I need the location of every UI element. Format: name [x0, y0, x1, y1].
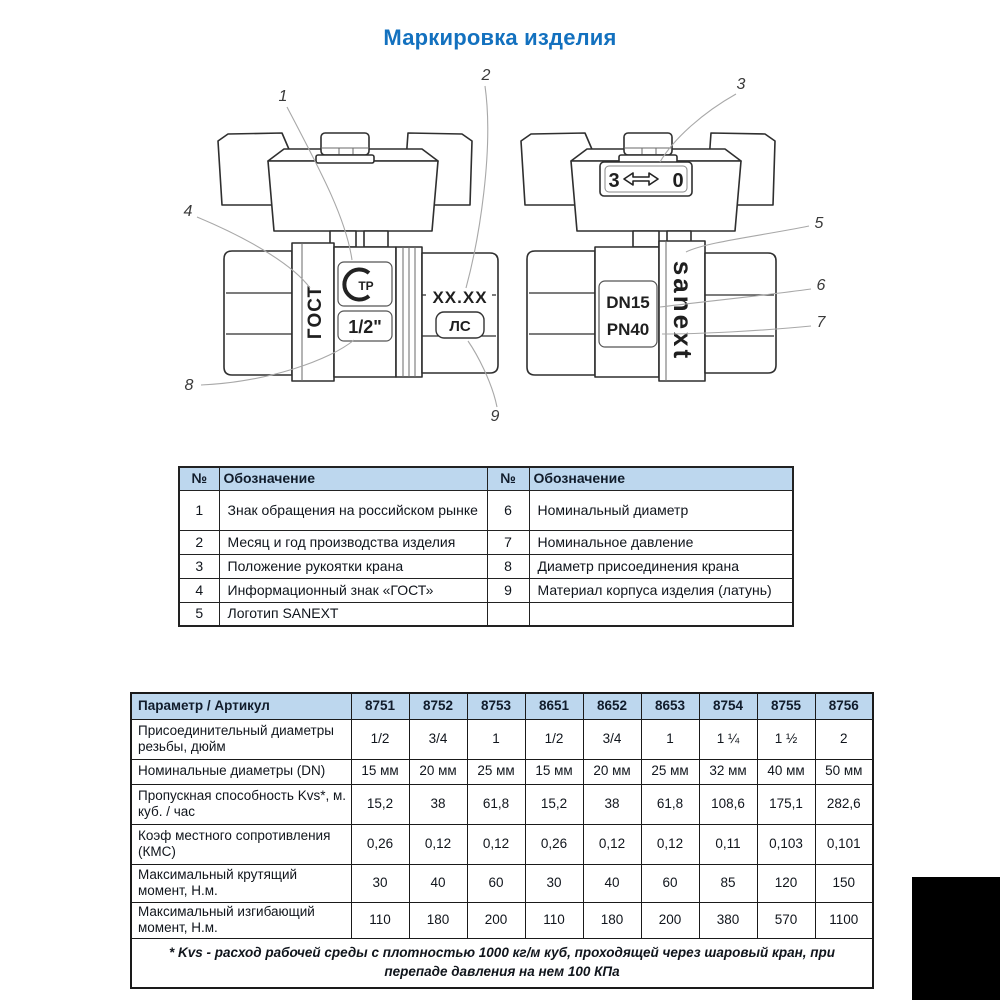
legend-row	[179, 490, 793, 530]
left-valve-drawing	[218, 133, 498, 381]
legend-table	[178, 466, 794, 627]
callout-2: 2	[481, 67, 491, 84]
article-header: 8652	[583, 693, 641, 719]
param-value: 20 мм	[409, 759, 467, 784]
param-value: 1	[467, 719, 525, 759]
article-header: 8752	[409, 693, 467, 719]
param-value: 50 мм	[815, 759, 873, 784]
param-value: 0,12	[467, 824, 525, 864]
legend-num: 4	[179, 578, 219, 602]
legend-row	[179, 554, 793, 578]
legend-desc: Информационный знак «ГОСТ»	[219, 578, 487, 602]
param-value: 38	[409, 784, 467, 824]
params-footnote-row	[131, 938, 873, 988]
dn-marking: DN15	[606, 293, 650, 312]
callout-7: 7	[816, 314, 826, 331]
left-valve-body	[224, 243, 498, 381]
black-redaction-block	[912, 877, 1000, 1000]
param-value: 0,26	[525, 824, 583, 864]
legend-num: 6	[487, 490, 529, 530]
param-value: 180	[409, 902, 467, 938]
param-value: 25 мм	[641, 759, 699, 784]
callout-3: 3	[736, 76, 746, 93]
params-row	[131, 902, 873, 938]
param-value: 282,6	[815, 784, 873, 824]
param-value: 15,2	[351, 784, 409, 824]
article-header: 8755	[757, 693, 815, 719]
params-row	[131, 759, 873, 784]
param-value: 1 ½	[757, 719, 815, 759]
params-row	[131, 824, 873, 864]
callout-9: 9	[490, 408, 500, 425]
param-value: 40 мм	[757, 759, 815, 784]
param-value: 40	[409, 864, 467, 902]
param-value: 110	[525, 902, 583, 938]
param-value: 150	[815, 864, 873, 902]
param-value: 0,26	[351, 824, 409, 864]
param-value: 0,12	[641, 824, 699, 864]
right-valve-body	[527, 241, 776, 381]
legend-desc: Материал корпуса изделия (латунь)	[529, 578, 793, 602]
legend-num: 9	[487, 578, 529, 602]
param-value: 32 мм	[699, 759, 757, 784]
param-value: 110	[351, 902, 409, 938]
param-value: 85	[699, 864, 757, 902]
params-row	[131, 864, 873, 902]
callout-1: 1	[278, 88, 288, 105]
param-value: 25 мм	[467, 759, 525, 784]
legend-row	[179, 602, 793, 626]
param-value: 30	[351, 864, 409, 902]
material-marking: ЛС	[449, 318, 471, 335]
legend-num: 7	[487, 530, 529, 554]
param-value: 15 мм	[525, 759, 583, 784]
param-label: Коэф местного сопротивления (КМС)	[131, 824, 351, 864]
legend-row	[179, 578, 793, 602]
callout-8: 8	[184, 377, 194, 394]
param-value: 61,8	[641, 784, 699, 824]
param-value: 180	[583, 902, 641, 938]
article-header: 8751	[351, 693, 409, 719]
param-value: 1/2	[351, 719, 409, 759]
param-value: 0,11	[699, 824, 757, 864]
parameters-table	[130, 692, 874, 989]
param-value: 200	[641, 902, 699, 938]
params-header-row	[131, 693, 873, 719]
param-label: Максимальный изгибающий момент, Н.м.	[131, 902, 351, 938]
legend-num: 1	[179, 490, 219, 530]
legend-num: 8	[487, 554, 529, 578]
page-title: Маркировка изделия	[383, 25, 617, 50]
param-value: 120	[757, 864, 815, 902]
param-value: 175,1	[757, 784, 815, 824]
legend-num	[487, 602, 529, 626]
legend-desc: Знак обращения на российском рынке	[219, 490, 487, 530]
legend-header-desc-right: Обозначение	[529, 467, 793, 490]
param-label: Номинальные диаметры (DN)	[131, 759, 351, 784]
legend-desc: Номинальный диаметр	[529, 490, 793, 530]
param-value: 2	[815, 719, 873, 759]
valves-diagram	[0, 0, 1000, 460]
handle-position-3: 3	[608, 170, 620, 192]
param-value: 15 мм	[351, 759, 409, 784]
param-value: 200	[467, 902, 525, 938]
legend-desc: Месяц и год производства изделия	[219, 530, 487, 554]
eac-logo-letters: ТР	[358, 279, 374, 293]
param-value: 38	[583, 784, 641, 824]
callout-6: 6	[816, 277, 826, 294]
callout-4: 4	[183, 203, 193, 220]
legend-desc: Положение рукоятки крана	[219, 554, 487, 578]
size-marking: 1/2"	[348, 317, 382, 337]
param-value: 0,101	[815, 824, 873, 864]
pn-marking: PN40	[606, 320, 650, 339]
param-value: 30	[525, 864, 583, 902]
legend-desc: Логотип SANEXT	[219, 602, 487, 626]
legend-header-desc-left: Обозначение	[219, 467, 487, 490]
legend-desc: Номинальное давление	[529, 530, 793, 554]
param-value: 108,6	[699, 784, 757, 824]
param-value: 1 ¼	[699, 719, 757, 759]
date-marking: XX.XX	[432, 288, 488, 307]
param-value: 0,103	[757, 824, 815, 864]
legend-header-num-right: №	[487, 467, 529, 490]
legend-num: 5	[179, 602, 219, 626]
param-value: 1100	[815, 902, 873, 938]
param-value: 0,12	[583, 824, 641, 864]
param-value: 61,8	[467, 784, 525, 824]
kvs-footnote: * Kvs - расход рабочей среды с плотностью 1000 кг/м куб, проходящей через шаровый кран, при перепаде давления на нем 100 КПа	[131, 938, 873, 988]
params-row	[131, 719, 873, 759]
param-label: Пропускная способность Kvs*, м. куб. / час	[131, 784, 351, 824]
legend-desc: Диаметр присоединения крана	[529, 554, 793, 578]
right-valve-drawing	[521, 133, 776, 381]
param-value: 1	[641, 719, 699, 759]
param-value: 570	[757, 902, 815, 938]
legend-row	[179, 530, 793, 554]
legend-desc	[529, 602, 793, 626]
article-header: 8753	[467, 693, 525, 719]
article-header: 8754	[699, 693, 757, 719]
params-header-label: Параметр / Артикул	[131, 693, 351, 719]
param-value: 0,12	[409, 824, 467, 864]
legend-header-num-left: №	[179, 467, 219, 490]
param-value: 1/2	[525, 719, 583, 759]
callout-5: 5	[814, 215, 824, 232]
legend-num: 2	[179, 530, 219, 554]
gost-marking: ГОСТ	[305, 284, 326, 340]
article-header: 8651	[525, 693, 583, 719]
param-value: 40	[583, 864, 641, 902]
handle-position-0: 0	[672, 170, 684, 192]
article-header: 8756	[815, 693, 873, 719]
brand-marking: sanext	[668, 260, 698, 362]
param-label: Присоединительный диаметры резьбы, дюйм	[131, 719, 351, 759]
legend-num: 3	[179, 554, 219, 578]
params-row	[131, 784, 873, 824]
param-value: 3/4	[583, 719, 641, 759]
param-label: Максимальный крутящий момент, Н.м.	[131, 864, 351, 902]
param-value: 380	[699, 902, 757, 938]
param-value: 20 мм	[583, 759, 641, 784]
right-valve-handle	[521, 133, 775, 247]
param-value: 15,2	[525, 784, 583, 824]
article-header: 8653	[641, 693, 699, 719]
param-value: 60	[467, 864, 525, 902]
param-value: 3/4	[409, 719, 467, 759]
param-value: 60	[641, 864, 699, 902]
